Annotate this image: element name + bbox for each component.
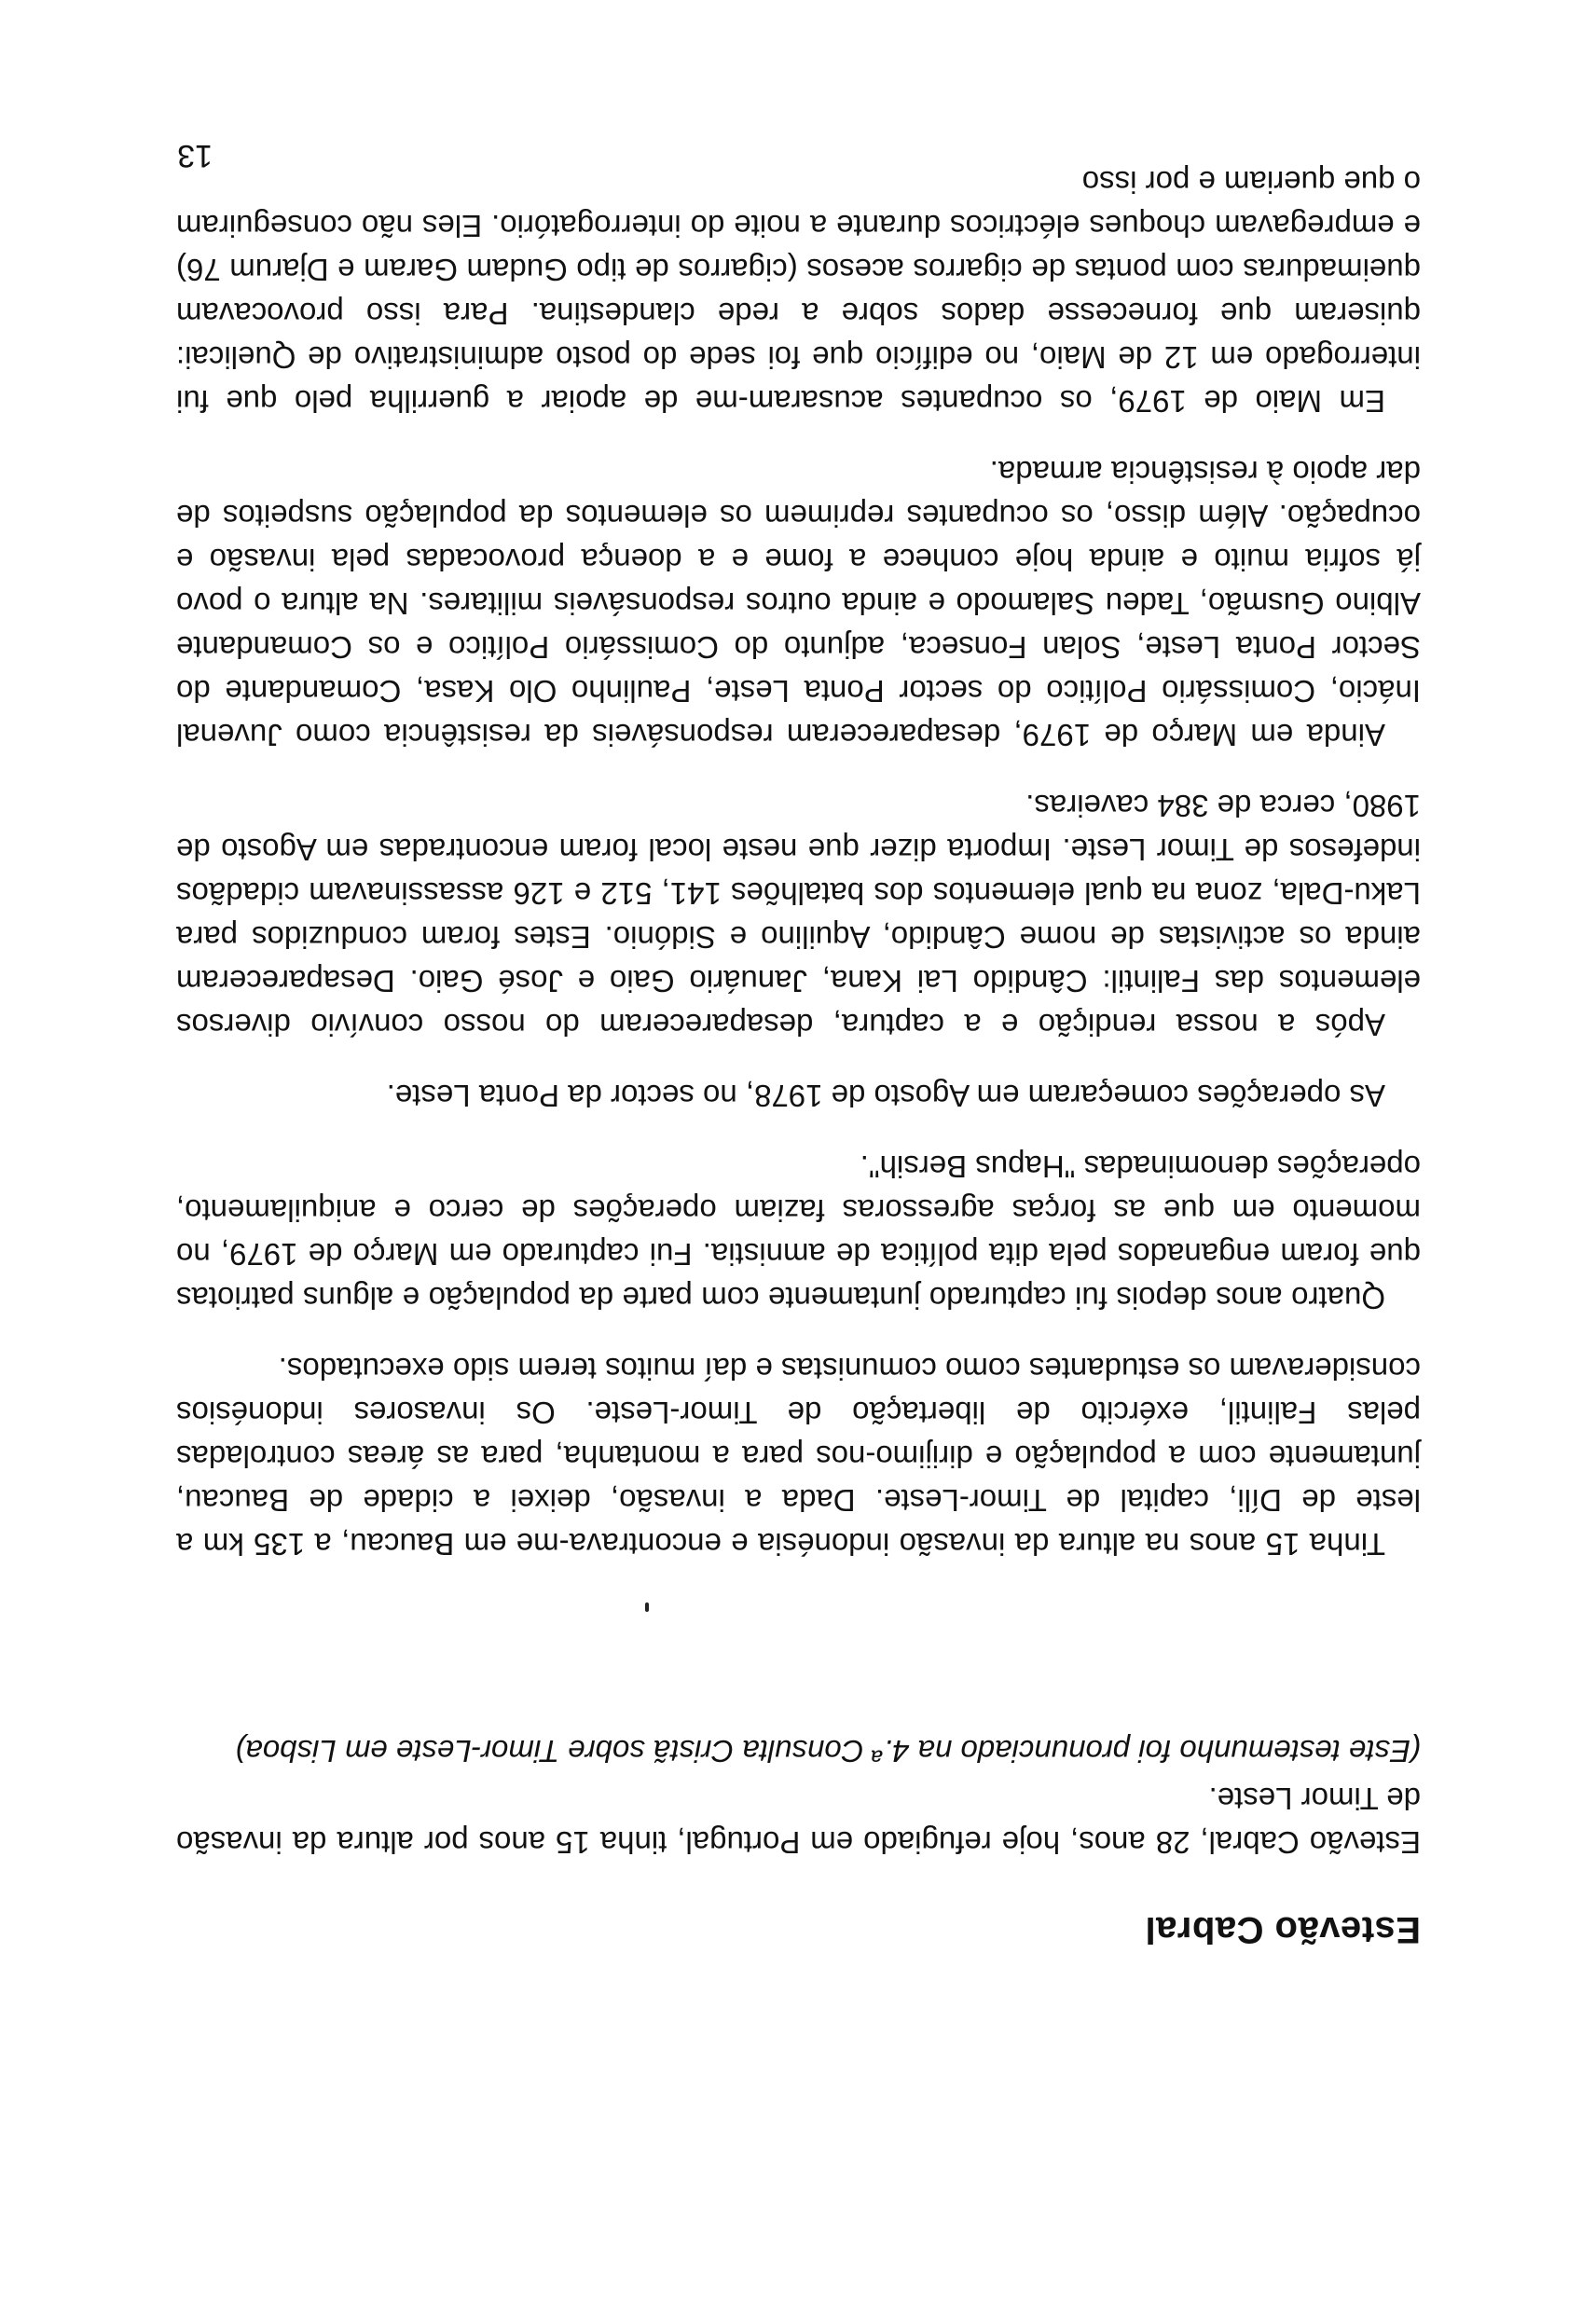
paragraph-invasion: Tinha 15 anos na altura da invasão indonésia e encontrava-me em Baucau, a 135 km a leste de Díli, capital de Timor-Leste. Dada a invasão, deixei a cidade de Baucau, juntamente com a população e dirijimo-nos para a montanha, para as áreas controladas pelas Falintil, exército de libertação de Timor-Leste. Os invasores indonésios consideravam os estudantes como comunistas e daí muitos terem sido executados. (176, 1352, 1421, 1561)
paragraph-operations: As operações começaram em Agosto de 1978, no sector da Ponta Leste. (386, 1079, 1385, 1113)
paragraph-disappearances: Após a nossa rendição e a captura, desapareceram do nosso convívio diversos elementos das Falintil: Cândido Lai Kana, Januário Gaio e José Gaio. Desapareceram ainda os activistas de nome Cândido, Aquilino e Sidónio. Estes foram conduzidos para Laku-Dala, zona na qual elementos dos batalhões 141, 512 e 126 assassinavam cidadãos indefesos de Timor Leste. Importa dizer que neste local foram encontradas em Agosto de 1980, cerca de 384 caveiras. (176, 789, 1421, 1042)
paragraph-resistance-leaders: Ainda em Março de 1979, desapareceram responsáveis da resistência como Juvenal Inácio, Comissário Político do sector Ponta Leste, Paulinho Olo Kasa, Comandante do Sector Ponta Leste, Solan Fonseca, adjunto do Comissário Político e os Comandante Albino Gusmão, Tadeu Salamodo e ainda outros responsáveis militares. Na altura o povo já sofria muito e ainda hoje conhece a fome e a doença provocadas pela invasão e ocupação. Além disso, os ocupantes reprimem os elementos da população suspeitos de dar apoio à resistência armada. (176, 455, 1421, 752)
page-number: 13 (177, 138, 213, 173)
paragraph-capture: Quatro anos depois fui capturado juntamente com parte da população e alguns patriotas que foram enganados pela dita política de amnistia. Fui capturado em Março de 1979, no momento em que as forças agressoras faziam operações de cerco e aniquilamento, operações denominadas "Hapus Bersih". (176, 1149, 1421, 1315)
testimony-body (176, 133, 1421, 1566)
document-title: Estevão Cabral (1144, 1909, 1421, 1950)
testimony-note: (Este testemunho foi pronunciado na 4.ª Consulta Cristã sobre Timor-Leste em Lisboa) (235, 1734, 1421, 1768)
intro-paragraph: Estevão Cabral, 28 anos, hoje refugiado em Portugal, tinha 15 anos por altura da invasão de Timor Leste. (176, 1781, 1421, 1860)
paragraph-interrogation: Em Maio de 1979, os ocupantes acusaram-me de apoiar a guerrilha pelo que fui interrogado em 12 de Maio, no edifício que foi sede do posto administrativo de Quelicai: quiseram que fornecesse dados sobre a rede clandestina. Para isso provocavam queimaduras com pontas de cigarros acesos (cigarros de tipo Gudam Garam e Djarum 76) e empregavam choques eléctricos durante a noite do interrogatório. Eles não conseguiram o que queriam e por isso (176, 165, 1421, 419)
stray-mark (645, 1602, 649, 1612)
